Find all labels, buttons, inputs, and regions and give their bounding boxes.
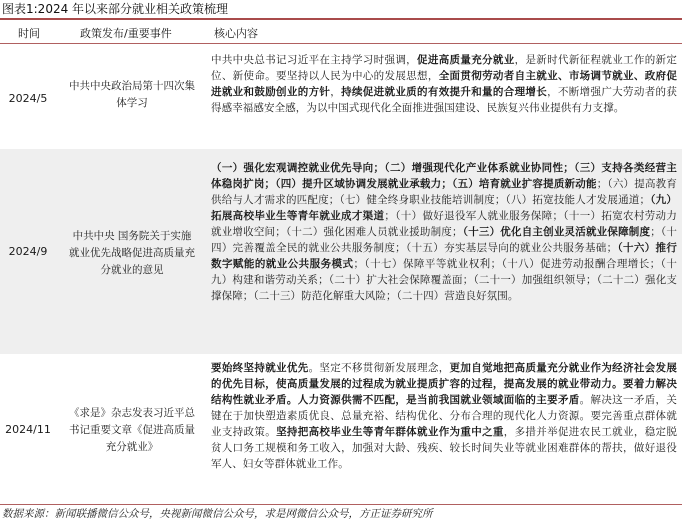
text-segment: ；（六）提高教育供给与人才需求的匹配度；（七）健全终身职业技能培训制度；（八）拓宽技能人才发展通道；: [211, 178, 677, 206]
bold-text-segment: （九）拓展高校毕业生等青年就业成才渠道: [211, 194, 677, 222]
row-date: 2024/9: [8, 245, 48, 258]
event-line: 就业优先战略促进高质量充: [69, 247, 195, 259]
text-segment: ；（十七）保障平等就业权利；（十八）促进劳动报酬合理增长；（十九）构建和谐劳动关系；（二十）扩大社会保障覆盖面；（二十一）加强组织领导；（二十二）强化支撑保障；（二十三）防范化解重大风险；（二十四）营造良好氛围。: [211, 258, 677, 302]
event-line: 充分就业》: [105, 441, 159, 453]
table-row: [0, 149, 682, 354]
row-event: [56, 405, 208, 456]
text-segment: ；（十）做好退役军人就业服务保障；（十一）拓宽农村劳动力就业增收空间；（十二）强化困难人员就业援助制度；: [211, 210, 677, 238]
bold-text-segment: 要始终坚持就业优先: [211, 362, 309, 374]
source-note: 数据来源：新闻联播微信公众号，央视新闻微信公众号，求是网微信公众号，方正证券研究所: [2, 508, 433, 520]
text-segment: 。坚定不移贯彻新发展理念，: [308, 362, 450, 374]
event-line: 中共中央 国务院关于实施: [72, 230, 192, 242]
bold-text-segment: 全面贯彻劳动者自主就业、市场调节就业、政府促进就业和鼓励创业的方针: [211, 70, 677, 98]
event-line: 中共中央政治局第十四次集: [69, 80, 195, 92]
text-segment: ，是新时代新征程就业工作的新定位、新使命。要坚持以人民为中心的发展思想，: [211, 54, 678, 82]
table-header: [0, 22, 682, 44]
row-content: [211, 360, 677, 472]
row-content: [211, 160, 677, 304]
header-time: 时间: [18, 27, 40, 40]
row-event: [56, 78, 208, 112]
text-segment: 中共中央总书记习近平在主持学习时强调，: [211, 54, 418, 66]
bold-text-segment: 更加自觉地把高质量充分就业作为经济社会发展的优先目标，使高质量发展的过程成为就业提质扩容的过程，提高发展的就业带动力。要着力解决结构性就业矛盾。人力资源供需不匹配，是当前我国就业领域面临的主要矛盾: [211, 362, 677, 406]
text-segment: ，不断增强广大劳动者的获得感幸福感安全感，为以中国式现代化全面推进强国建设、民族复兴伟业提供有力支撑。: [211, 86, 677, 114]
row-date: 2024/11: [5, 423, 51, 436]
text-segment: ，多措并举促进农民工就业，稳定脱贫人口务工规模和务工收入，加强对大龄、残疾、较长时间失业等就业困难群体的帮扶，做好退役军人、妇女等群体就业工作。: [211, 426, 677, 470]
row-content: [211, 52, 677, 116]
event-line: 分就业的意见: [100, 264, 164, 276]
header-event: 政策发布/重要事件: [80, 27, 172, 40]
event-line: 《求是》杂志发表习近平总: [69, 407, 195, 419]
bold-text-segment: 坚持把高校毕业生等青年群体就业作为重中之重: [276, 426, 504, 438]
text-segment: ；（十四）完善覆盖全民的就业公共服务制度；（十五）夯实基层导向的就业公共服务基础；: [211, 226, 677, 254]
event-line: 体学习: [116, 97, 148, 109]
row-event: [56, 228, 208, 279]
bold-text-segment: （一）强化宏观调控就业优先导向；（二）增强现代化产业体系就业协同性；（三）支持各类经营主体稳岗扩岗；（四）提升区域协调发展就业承载力；（五）培育就业扩容提质新动能: [211, 162, 677, 190]
bold-text-segment: （十六）推行数字赋能的就业公共服务模式: [211, 242, 677, 270]
bold-text-segment: 持续促进就业质的有效提升和量的合理增长: [341, 86, 548, 98]
row-date: 2024/5: [8, 92, 48, 105]
header-content: 核心内容: [214, 27, 258, 40]
chart-title: 图表1:2024 年以来部分就业相关政策梳理: [2, 2, 229, 16]
bold-text-segment: 促进高质量充分就业: [417, 54, 515, 66]
event-line: 书记重要文章《促进高质量: [69, 424, 195, 436]
text-segment: 。解决这一矛盾，关键在于加快塑造素质优良、总量充裕、结构优化、分布合理的现代化人力资源。要完善重点群体就业支持政策。: [211, 394, 677, 438]
text-segment: ，: [330, 86, 342, 98]
table-row: [0, 44, 682, 148]
top-divider: [0, 18, 682, 20]
bold-text-segment: （十三）优化自主创业灵活就业保障制度: [462, 226, 651, 238]
table-row: [0, 356, 682, 502]
